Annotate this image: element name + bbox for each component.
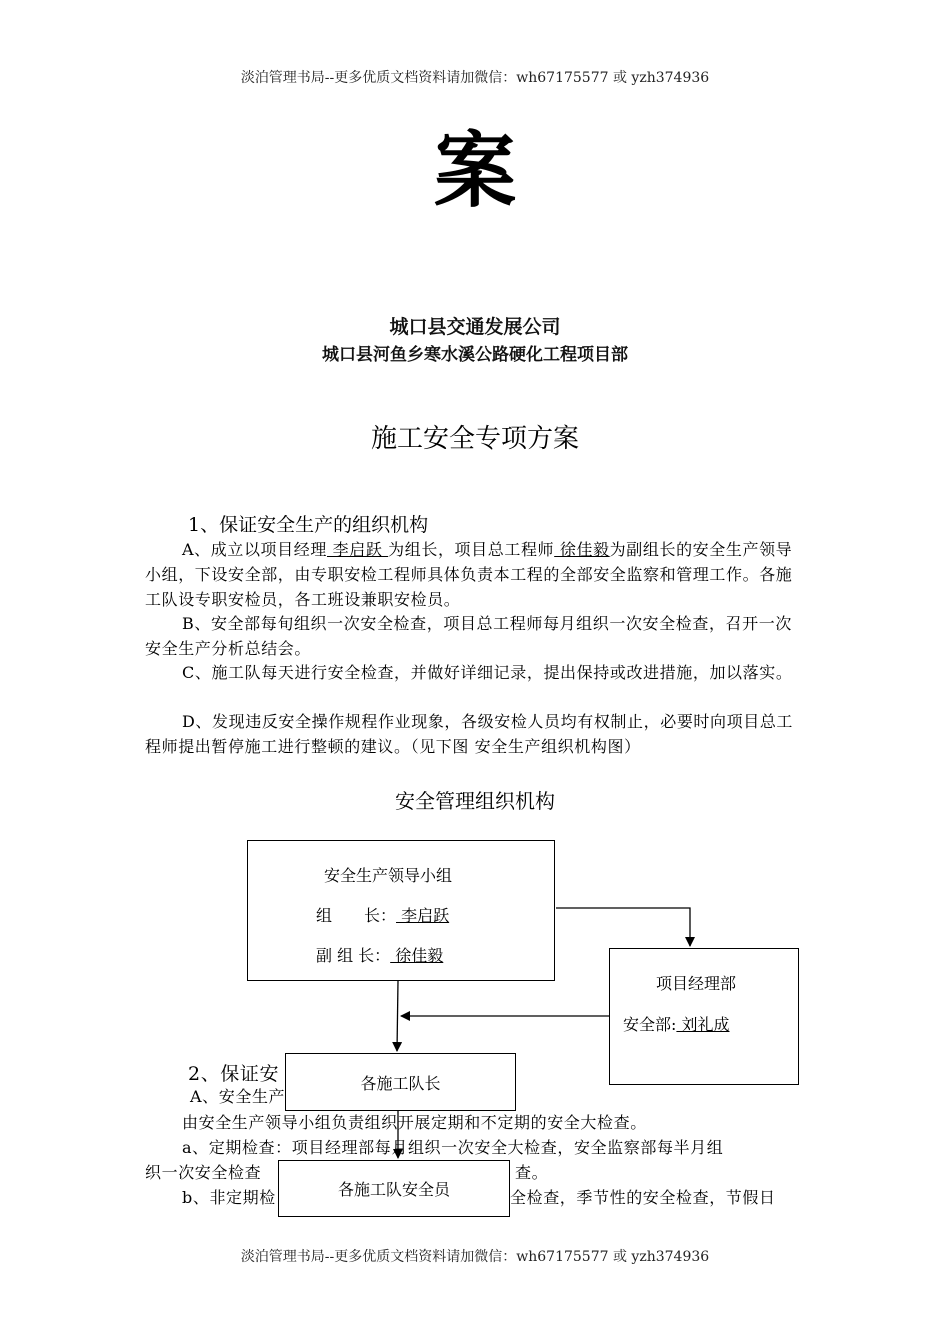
cover-character: 案	[433, 124, 516, 219]
section-2-line-2b-right: 查。	[515, 1163, 549, 1182]
document-title: 施工安全专项方案	[370, 424, 579, 454]
project-manager-title: 项目经理部	[656, 974, 737, 993]
leader-name: 李启跃	[396, 906, 450, 925]
leader-group-title: 安全生产领导小组	[324, 866, 453, 885]
section-2-line-2b-left: 织一次安全检查	[145, 1163, 262, 1182]
section-1-heading: 1、保证安全生产的组织机构	[188, 514, 429, 536]
section-2-line-3-left: b、非定期检	[182, 1188, 276, 1207]
paragraph-a-post: 为副组长的安全生产领导小组，下设安全部，由专职安检工程师具体负责本工程的全部安全监察和管理工作。各施工队设专职安检员，各工班设兼职安检员。	[145, 540, 793, 609]
safety-dept-label: 安全部:	[623, 1015, 677, 1034]
team-safety-box	[278, 1160, 510, 1217]
safety-dept-row	[623, 1012, 730, 1035]
leader-label: 组 长：	[316, 906, 397, 925]
leader-to-pm-arrow	[556, 908, 690, 946]
project-manager-box	[609, 948, 799, 1085]
safety-dept-name: 刘礼成	[676, 1015, 730, 1034]
org-chart-title: 安全管理组织机构	[395, 789, 555, 813]
deputy-label: 副 组 长：	[316, 946, 391, 965]
company-name: 城口县交通发展公司	[389, 316, 561, 338]
leader-row	[316, 903, 449, 926]
page-footer: 淡泊管理书局--更多优质文档资料请加微信：wh67175577 或 yzh374936	[240, 1249, 710, 1265]
engineer-name: 徐佳毅	[554, 540, 610, 559]
section-2-line-3-right: 全检查，季节性的安全检查，节假日	[510, 1188, 776, 1207]
section-2-heading: 2、保证安	[188, 1063, 280, 1085]
paragraph-c: C、施工队每天进行安全检查，并做好详细记录，提出保持或改进措施，加以落实。	[182, 663, 793, 682]
paragraph-a-mid: 为组长，项目总工程师	[388, 540, 555, 559]
section-2-line-1: 由安全生产领导小组负责组织开展定期和不定期的安全大检查。	[182, 1113, 647, 1132]
project-department: 城口县河鱼乡寒水溪公路硬化工程项目部	[322, 345, 628, 365]
paragraph-a	[145, 537, 805, 612]
deputy-row	[316, 943, 443, 966]
team-safety-label: 各施工队安全员	[337, 1180, 450, 1199]
deputy-name: 徐佳毅	[390, 946, 444, 965]
section-2-line-2a: a、定期检查：项目经理部每月组织一次安全大检查，安全监察部每半月组	[182, 1138, 724, 1157]
leader-to-team-arrow	[397, 981, 398, 1051]
section-2-line-a: A、安全生产	[190, 1087, 286, 1106]
paragraph-a-pre: A、成立以项目经理	[182, 540, 327, 559]
team-leader-label: 各施工队长	[360, 1073, 441, 1093]
paragraph-d: D、发现违反安全操作规程作业现象，各级安检人员均有权制止，必要时向项目总工程师提出暂停施工进行整顿的建议。（见下图 安全生产组织机构图）	[145, 712, 794, 756]
leader-group-box	[247, 840, 555, 981]
manager-name: 李启跃	[326, 540, 389, 559]
team-leader-box	[285, 1053, 516, 1111]
page-header: 淡泊管理书局--更多优质文档资料请加微信：wh67175577 或 yzh374936	[240, 70, 710, 86]
paragraph-b: B、安全部每旬组织一次安全检查，项目总工程师每月组织一次安全检查，召开一次安全生产分析总结会。	[145, 614, 792, 658]
